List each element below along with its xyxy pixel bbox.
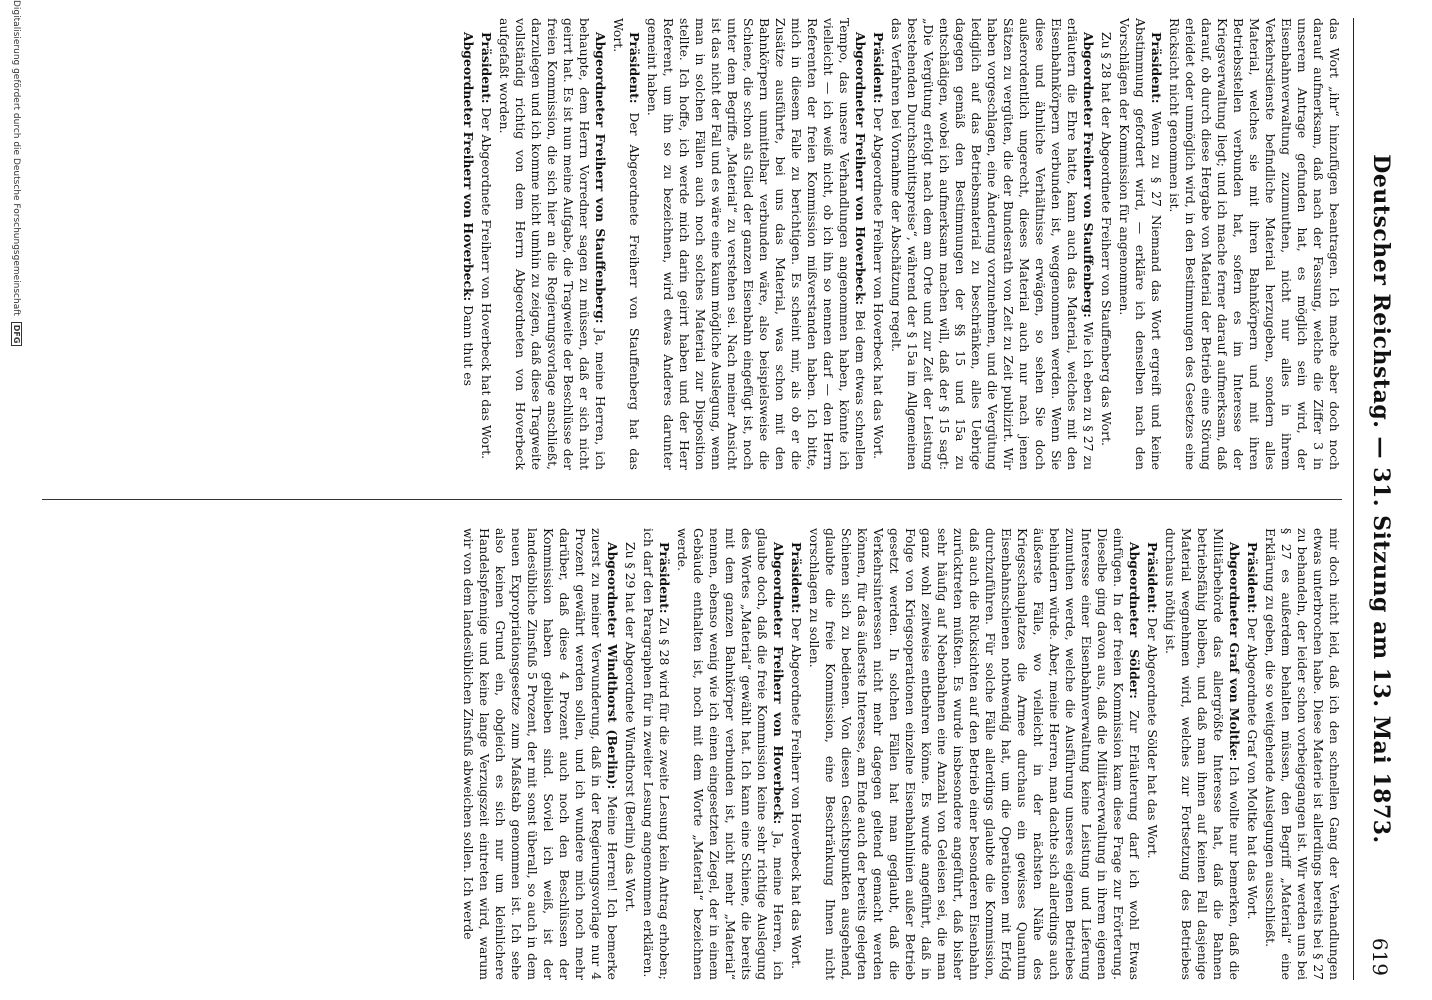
speaker-label: Abgeordneter Freiherr von Stauffenberg: (1081, 32, 1096, 318)
paragraph-text: Zu § 28 wird für die zweite Lesung kein Antrag erhoben; ich darf den Paragraphen für in zweiter Lesung angenommen erklären. (641, 528, 672, 980)
paragraph-text: Dann thut es (461, 305, 476, 386)
paragraph (640, 528, 672, 980)
paragraph-text: Zu § 28 hat der Abgeordnete Freiherr von Stauffenberg das Wort. (1099, 32, 1114, 446)
speaker-label: Präsident: (479, 32, 494, 104)
speaker-label: Abgeordneter Sölder: (1127, 542, 1142, 699)
paragraph-text: Der Abgeordnete Freiherr von Hoverbeck hat das Wort. (479, 107, 494, 460)
paragraph (1162, 528, 1242, 980)
dfg-logo: DFG (11, 322, 22, 347)
paragraph (1116, 18, 1164, 470)
paragraph-text: Wie ich eben zu § 27 zu erläutern die Ehre hatte, kann auch das Material, welches mit den Eisenbahnkörpern verbunden ist, weggenommen werden. Wenn Sie diese und ähnliche Verhältnisse erwägen, so sehen Sie doch außerordentlich ungerecht, dieses Material auch nur nach jenen Sätzen zu vergüten, die der Bundesrath von Zeit zu Zeit publizirt. Wir haben vorgeschlagen, eine Änderung vorzunehmen, und die Vergütung lediglich auf das Betriebsmaterial zu beschränken, alles Uebrige dagegen gemäß den Bestimmungen der §§ 15 und 15a zu entschädigen, wobei ich aufmerksam machen will, daß der § 15 sagt: „Die Vergütung erfolgt nach dem am Orte und zur Zeit der Leistung bestehenden Durchschnittspreise“, während der § 15a im Allgemeinen das Verfahren bei Vornahme der Abschätzung regelt. (889, 18, 1096, 470)
left-column (42, 18, 1342, 470)
paragraph (1144, 528, 1160, 980)
speaker-label: Abgeordneter Freiherr von Stauffenberg: (593, 32, 608, 324)
speaker-label: Präsident: (1145, 542, 1160, 614)
paragraph (870, 18, 886, 470)
paragraph-text: Der Abgeordnete Freiherr von Hoverbeck hat das Wort. (789, 617, 804, 970)
digitization-credit (6, 0, 22, 1000)
speaker-label: Präsident: (1245, 542, 1260, 614)
paragraph-text: Zu § 29 hat der Abgeordnete Windthorst (Berlin) das Wort. (623, 542, 638, 913)
paragraph (460, 18, 476, 470)
page-number: 619 (1368, 937, 1392, 976)
speaker-label: Präsident: (789, 542, 804, 614)
speaker-label: Abgeordneter Windthorst (Berlin): (605, 542, 620, 790)
paragraph-text: mir doch nicht leid, daß ich den schnellen Gang der Verhandlungen etwas unterbrochen habe. Diese Materie ist allerdings bereits bei § 27 zu behandeln, der leider schon vorbeigegangen ist. Wir werden uns bei § 27 es außerdem behalten müssen, den Begriff „Material“ eine Erklärung zu geben, die so weitgehende Auslegungen ausschließt. (1263, 528, 1342, 980)
paragraph-text: Bei dem etwas schnellen Tempo, das unsere Verhandlungen angenommen haben, könnte ich vielleicht — ich weiß nicht, ob ich ihn so nennen darf — den Herrn Referenten der freien Kommission mißverstanden haben. Ich bitte, mich in diesem Falle zu berichtigen. Es scheint mir, als ob er die Zusätze ausführte, bei uns das Material, was schon mit den Bahnkörpern unmittelbar verbunden wäre, also beispielsweise die Schiene, die schon als Glied der ganzen Eisenbahn eingefügt ist, noch unter dem Begriffe „Material“ zu verstehen sei. Nach meiner Ansicht ist das nicht der Fall und es wäre eine kaum mögliche Auslegung, wenn man in solchen Fällen auch noch solches Material zur Disposition stellte. Ich hoffe, ich werde mich darin geirrt haben und der Herr Referent, um ihn so zu bezeichnen, wird etwas Anderes darunter gemeint haben. (645, 18, 868, 470)
paragraph (478, 18, 494, 470)
page-header (1353, 18, 1404, 980)
paragraph (674, 528, 786, 980)
column-divider (42, 499, 1342, 500)
page (32, 18, 1404, 980)
speaker-label: Präsident: (657, 542, 672, 614)
paragraph-text: Der Abgeordnete Freiherr von Hoverbeck hat das Wort. (871, 107, 886, 460)
paragraph-text: Der Abgeordnete Freiherr von Stauffenberg hat das Wort. (611, 18, 642, 470)
credit-text: Digitalisierung gefördert durch die Deutsche Forschungsgemeinschaft (11, 0, 21, 316)
paragraph (888, 18, 1096, 470)
speaker-label: Abgeordneter Freiherr von Hoverbeck: (771, 542, 786, 825)
paragraph (1262, 528, 1342, 980)
paragraph-text: Wenn zu § 27 Niemand das Wort ergreift und keine Abstimmung gefordert wird, — erkläre ich denselben nach den Vorschlägen der Kommission für angenommen. (1117, 18, 1164, 470)
running-title: Deutscher Reichstag. — 31. Sitzung am 13. Mai 1873. (1368, 154, 1394, 844)
speaker-label: Präsident: (871, 32, 886, 104)
paragraph (1098, 18, 1114, 470)
right-column (42, 528, 1342, 980)
paragraph (622, 528, 638, 980)
paragraph (1166, 18, 1342, 470)
speaker-label: Abgeordneter Freiherr von Hoverbeck: (461, 32, 476, 302)
paragraph-text: das Wort „ihr“ hinzufügen beantragen. Ich mache aber doch noch darauf aufmerksam, daß nach der Fassung, welche die Ziffer 3 in unserem Antrage gefunden hat, es möglich sein wird, der Eisenbahnverwaltung zuzumuthen, nicht nur alles in ihrem Verkehrsdienste befindliche Material herzugeben, sondern alles Material, welches sie mit ihren Bahnkörpern und mit ihren Betriebsstellen verbunden hat, sofern es im Interesse der Kriegsverwaltung liegt; und ich mache ferner darauf aufmerksam, daß darauf, ob durch diese Hergabe von Material der Betrieb eine Störung erleidet oder unmöglich wird, in den Bestimmungen des Gesetzes eine Rücksicht nicht genommen ist. (1167, 18, 1342, 470)
speaker-label: Präsident: (1149, 32, 1164, 104)
paragraph (806, 528, 1142, 980)
paragraph-text: Ja, meine Herren, ich behaupte, dem Herrn Vorredner sagen zu müssen, daß er sich nicht geirrt hat. Es ist nun meine Aufgabe, die Tragweite der Beschlüsse der freien Kommission, die sich hier an die Regierungsvorlage anschließt, darzulegen und ich komme nicht umhin zu zeigen, daß diese Tragweite vollständig richtig von dem Herrn Abgeordneten von Hoverbeck aufgefaßt worden. (497, 18, 608, 470)
paragraph-text: Ich wollte nur bemerken, daß die Militärbehörde das allergrößte Interesse hat, daß die Bahnen betriebsfähig bleiben, und daß man ihnen auf keinen Fall dasjenige Material wegnehmen wird, welches zur Fortsetzung des Betriebes durchaus nöthig ist. (1163, 528, 1242, 980)
speaker-label: Präsident: (627, 32, 642, 104)
paragraph-text: Der Abgeordnete Graf von Moltke hat das Wort. (1245, 617, 1260, 920)
paragraph-text: Der Abgeordnete Sölder hat das Wort. (1145, 617, 1160, 859)
speaker-label: Abgeordneter Graf von Moltke: (1227, 542, 1242, 762)
speaker-label: Abgeordneter Freiherr von Hoverbeck: (853, 32, 868, 306)
paragraph (496, 18, 608, 470)
paragraph (644, 18, 868, 470)
paragraph (460, 528, 620, 980)
paragraph (788, 528, 804, 980)
paragraph (610, 18, 642, 470)
paragraph-text: Ja, meine Herren, ich glaube doch, daß die freie Kommission keine sehr richtige Auslegung des Wortes „Material“ gewählt hat. Ich kann eine Schiene, die bereits mit dem ganzen Bahnkörper verbunden ist, nicht mehr „Material“ nennen, ebenso wenig wie ich einen eingesetzten Ziegel, der in einem Gebäude enthalten ist, noch mit dem Worte „Material“ bezeichnen werde. (675, 528, 786, 980)
paragraph (1244, 528, 1260, 980)
paragraph-text: Zur Erläuterung darf ich wohl Etwas einfügen. In der freien Kommission kam diese Frage zur Erörterung. Dieselbe ging davon aus, daß die Militärverwaltung in ihrem eigenen Interesse einer Eisenbahnverwaltung keine Leistung und Lieferung zumuthen werde, welche die Ausführung unseres eigenen Betriebes behindern würde. Aber, meine Herren, man dachte sich allerdings auch äußerste Fälle, wo vielleicht in der nächsten Nähe des Kriegsschauplatzes die Armee durchaus ein gewisses Quantum Eisenbahnschienen nothwendig hat, um die Operationen mit Erfolg durchzuführen. Für solche Fälle allerdings glaubte die Kommission, daß auch die Rücksichten auf den Betrieb einer besonderen Eisenbahn zurücktreten müßten. Es wurde insbesondere angeführt, daß bisher sehr häufig auf Nebenbahnen eine Anzahl von Geleisen sei, die man ganz wohl zeitweise entbehren könne. Es wurde angeführt, daß in Folge von Kriegsoperationen einzelne Eisenbahnlinien außer Betrieb gesetzt werden. In solchen Fällen hat man geglaubt, daß die Verkehrsinteressen nicht mehr dagegen geltend gemacht werden können, für das äußerste Interesse, am Ende auch der bereits gelegten Schienen sich zu bedienen. Von diesen Gesichtspunkten ausgehend, glaubte die freie Kommission, eine Beschränkung Ihnen nicht vorschlagen zu sollen. (807, 528, 1142, 980)
paragraph-text: Meine Herren! Ich bemerke zuerst zu meiner Verwunderung, daß in der Regierungsvorlage nur 4 Prozent gewährt werden sollen, und ich wundere mich noch mehr darüber, daß diese 4 Prozent auch noch den Beschlüssen der Kommission haben geblieben sind. Soviel ich weiß, ist der landesübliche Zinsfuß 5 Prozent, der mit sonst überall, so auch in dem neuen Expropriationsgesetze zum Maßstab genommen ist. Ich sehe also keinen Grund ein, obgleich es sich nur um kleinlichere Handelspfennige und keine lange Verzugszeit eintreten wird, warum wir von dem landesüblichen Zinsfuß abweichen sollen. Ich werde (461, 528, 620, 980)
